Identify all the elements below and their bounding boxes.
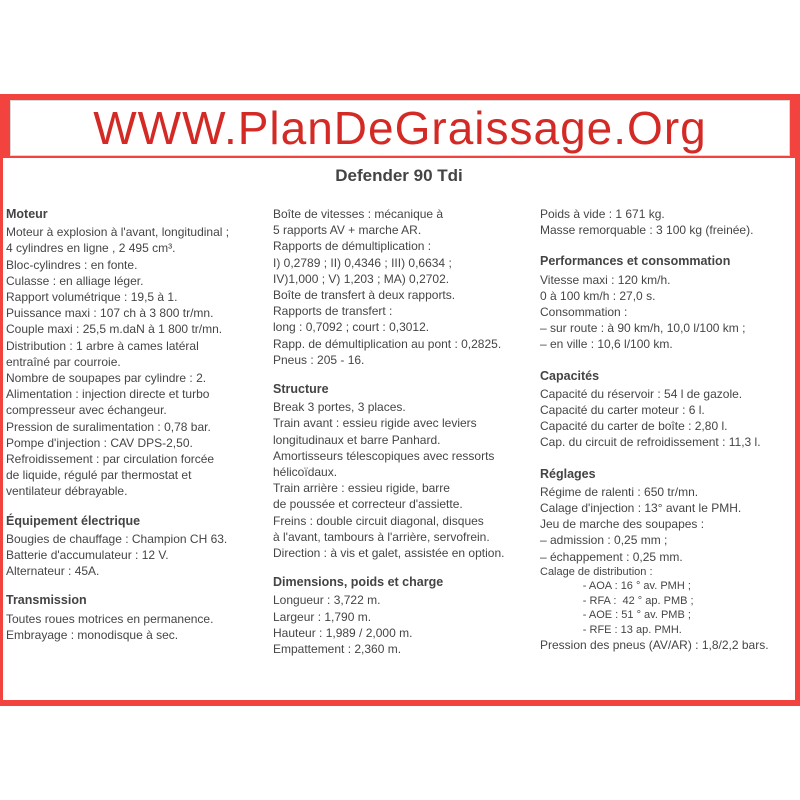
spec-line: Pression des pneus (AV/AR) : 1,8/2,2 bars. — [540, 638, 769, 653]
spec-line: - RFE : 13 ap. PMH. — [540, 623, 682, 636]
spec-line: Régime de ralenti : 650 tr/mn. — [540, 484, 699, 499]
column-1 — [6, 206, 268, 656]
spec-line: de liquide, régulé par thermostat et — [6, 468, 192, 483]
spec-line: Vitesse maxi : 120 km/h. — [540, 272, 671, 287]
spec-line: Bougies de chauffage : Champion CH 63. — [6, 531, 228, 546]
spec-line: longitudinaux et barre Panhard. — [273, 432, 441, 447]
spec-line: à l'avant, tambours à l'arrière, servofrein. — [273, 529, 490, 544]
spec-line: Rapp. de démultiplication au pont : 0,2825. — [273, 336, 502, 351]
spec-line: Train avant : essieu rigide avec leviers — [273, 416, 477, 431]
spec-line: Amortisseurs télescopiques avec ressorts — [273, 448, 495, 463]
spec-line: 4 cylindres en ligne , 2 495 cm³. — [6, 241, 176, 256]
spec-line: Train arrière : essieu rigide, barre — [273, 481, 450, 496]
section-title: Dimensions, poids et charge — [273, 575, 444, 590]
spec-line: Direction : à vis et galet, assistée en option. — [273, 546, 505, 561]
spec-line: I) 0,2789 ; II) 0,4346 ; III) 0,6634 ; — [273, 255, 452, 270]
section-title: Structure — [273, 382, 329, 397]
spec-line: Rapports de démultiplication : — [273, 239, 432, 254]
spec-line: Bloc-cylindres : en fonte. — [6, 257, 138, 272]
spec-line: Capacité du carter moteur : 6 l. — [540, 403, 705, 418]
spec-section — [273, 206, 535, 368]
spec-line: - AOE : 51 ° av. PMB ; — [540, 609, 691, 622]
spec-line: Empattement : 2,360 m. — [273, 642, 402, 657]
spec-line: compresseur avec échangeur. — [6, 403, 167, 418]
spec-line: Consommation : — [540, 305, 628, 320]
spec-line: Rapports de transfert : — [273, 304, 393, 319]
spec-line: Moteur à explosion à l'avant, longitudinal ; — [6, 225, 230, 240]
spec-line: – en ville : 10,6 l/100 km. — [540, 337, 673, 352]
spec-line: Longueur : 3,722 m. — [273, 593, 381, 608]
spec-section — [273, 381, 535, 561]
spec-line: Alimentation : injection directe et turbo — [6, 387, 210, 402]
spec-line: Rapport volumétrique : 19,5 à 1. — [6, 290, 178, 305]
spec-line: Hauteur : 1,989 / 2,000 m. — [273, 625, 413, 640]
banner-text: WWW.PlanDeGraissage.Org — [93, 102, 707, 154]
spec-line: Largeur : 1,790 m. — [273, 609, 372, 624]
spec-section — [6, 513, 268, 580]
spec-line: Boîte de vitesses : mécanique à — [273, 207, 444, 221]
spec-line: long : 0,7092 ; court : 0,3012. — [273, 320, 430, 335]
spec-line: hélicoïdaux. — [273, 465, 338, 480]
section-title: Moteur — [6, 207, 48, 221]
spec-line: Distribution : 1 arbre à cames latéral — [6, 338, 199, 353]
spec-line: Boîte de transfert à deux rapports. — [273, 288, 456, 303]
spec-line: Toutes roues motrices en permanence. — [6, 611, 214, 626]
site-banner — [10, 100, 790, 156]
spec-line: Puissance maxi : 107 ch à 3 800 tr/mn. — [6, 306, 214, 321]
section-title: Réglages — [540, 466, 596, 481]
spec-section — [540, 368, 795, 451]
spec-section — [540, 466, 795, 654]
spec-line: Calage de distribution : — [540, 565, 653, 578]
spec-line: IV)1,000 ; V) 1,203 ; MA) 0,2702. — [273, 271, 450, 286]
spec-section — [273, 574, 535, 657]
spec-line: Pneus : 205 - 16. — [273, 352, 365, 367]
spec-line: 0 à 100 km/h : 27,0 s. — [540, 288, 656, 303]
spec-line: Culasse : en alliage léger. — [6, 273, 144, 288]
column-2 — [273, 206, 535, 670]
spec-section — [540, 206, 795, 238]
spec-line: entraîné par courroie. — [6, 354, 121, 369]
spec-line: Break 3 portes, 3 places. — [273, 400, 406, 415]
spec-line: Batterie d'accumulateur : 12 V. — [6, 548, 169, 563]
spec-line: - AOA : 16 ° av. PMH ; — [540, 580, 691, 593]
spec-line: Capacité du réservoir : 54 l de gazole. — [540, 386, 743, 401]
spec-line: Embrayage : monodisque à sec. — [6, 627, 179, 642]
section-title: Performances et consommation — [540, 254, 731, 269]
spec-section — [540, 253, 795, 352]
section-title: Transmission — [6, 593, 87, 608]
spec-line: 5 rapports AV + marche AR. — [273, 223, 422, 238]
spec-line: Alternateur : 45A. — [6, 564, 100, 579]
spec-section — [6, 206, 268, 500]
spec-line: Jeu de marche des soupapes : — [540, 517, 705, 532]
spec-panel — [3, 158, 795, 700]
spec-line: – admission : 0,25 mm ; — [540, 533, 668, 548]
spec-line: Couple maxi : 25,5 m.daN à 1 800 tr/mn. — [6, 322, 223, 337]
spec-line: Capacité du carter de boîte : 2,80 l. — [540, 419, 728, 434]
section-title: Capacités — [540, 368, 600, 383]
spec-line: Refroidissement : par circulation forcée — [6, 452, 215, 467]
spec-line: Masse remorquable : 3 100 kg (freinée). — [540, 223, 754, 238]
spec-line: Cap. du circuit de refroidissement : 11,3 l. — [540, 435, 761, 450]
spec-line: Poids à vide : 1 671 kg. — [540, 207, 665, 221]
spec-line: – échappement : 0,25 mm. — [540, 549, 683, 564]
spec-line: ventilateur débrayable. — [6, 484, 128, 499]
page-title: Defender 90 Tdi — [335, 166, 463, 185]
spec-line: - RFA : 42 ° ap. PMB ; — [540, 594, 694, 607]
spec-line: Nombre de soupapes par cylindre : 2. — [6, 371, 207, 386]
spec-line: Freins : double circuit diagonal, disques — [273, 513, 484, 528]
spec-section — [6, 592, 268, 643]
column-3 — [540, 206, 795, 669]
section-title: Équipement électrique — [6, 513, 141, 528]
spec-line: Pompe d'injection : CAV DPS-2,50. — [6, 435, 193, 450]
spec-line: de poussée et correcteur d'assiette. — [273, 497, 463, 512]
spec-line: – sur route : à 90 km/h, 10,0 l/100 km ; — [540, 321, 746, 336]
spec-line: Pression de suralimentation : 0,78 bar. — [6, 419, 211, 434]
spec-line: Calage d'injection : 13° avant le PMH. — [540, 501, 742, 516]
